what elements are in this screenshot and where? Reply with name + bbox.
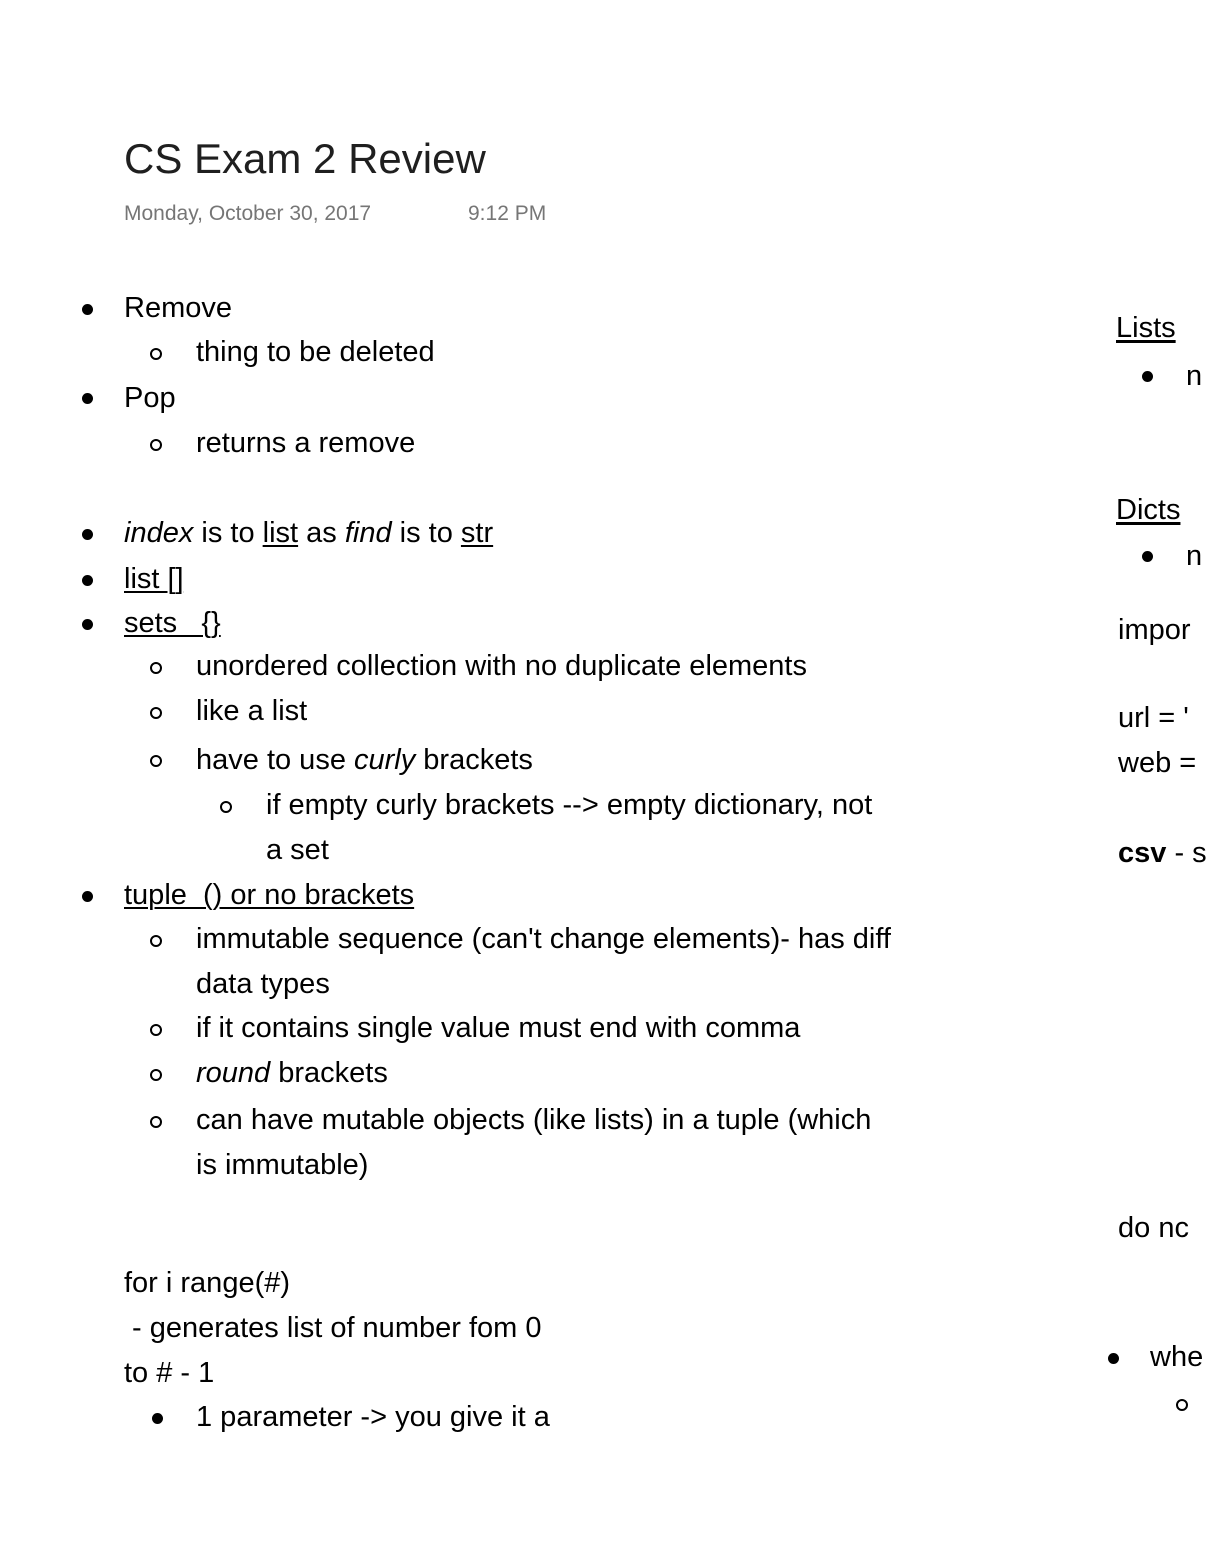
list-item-remove-sub: thing to be deleted (196, 336, 435, 368)
bullet-icon (82, 619, 93, 630)
bullet-icon (82, 529, 93, 540)
list-item-tuple-4-line2: is immutable) (196, 1149, 369, 1181)
text-segment: is to (391, 517, 461, 549)
lists-item: n (1186, 360, 1203, 392)
word-index: index (124, 517, 194, 549)
bullet-icon (1108, 1353, 1119, 1364)
list-item-sets (124, 605, 221, 641)
bullet-icon (152, 1413, 163, 1424)
circle-bullet-icon (150, 707, 162, 719)
list-item-tuple-3 (196, 1055, 388, 1091)
word-curly: curly (354, 744, 416, 776)
word-find: find (344, 517, 392, 549)
circle-bullet-icon (150, 1116, 162, 1128)
text-segment: is to (193, 517, 263, 549)
list-item-sets-1: unordered collection with no duplicate elements (196, 650, 807, 682)
web-line: web = (1118, 747, 1197, 779)
list-item-tuple-1-line2: data types (196, 968, 330, 1000)
list-item-sets-3-sub-line1: if empty curly brackets --> empty dictionary, not (266, 789, 873, 821)
bullet-icon (82, 304, 93, 315)
import-line: impor (1118, 614, 1191, 646)
range-line1: for i range(#) (124, 1267, 291, 1299)
range-bullet: 1 parameter -> you give it a (196, 1401, 550, 1433)
page-title: CS Exam 2 Review (124, 135, 486, 182)
list-item-remove: Remove (124, 292, 232, 324)
list-item-pop: Pop (124, 382, 176, 414)
bullet-icon (1142, 371, 1153, 382)
word-list: list (262, 517, 299, 549)
circle-bullet-icon (150, 755, 162, 767)
notes-right-column (1100, 0, 1207, 1553)
list-item-sets-3-sub-line2: a set (266, 834, 329, 866)
list-item-tuple-4-line1: can have mutable objects (like lists) in a tuple (which (196, 1104, 872, 1136)
circle-bullet-icon (150, 1024, 162, 1036)
range-line2: - generates list of number fom 0 (124, 1312, 542, 1344)
circle-bullet-icon (150, 1069, 162, 1081)
text-segment: brackets (270, 1057, 388, 1089)
circle-bullet-icon (1176, 1399, 1188, 1411)
when-line: whe (1150, 1341, 1204, 1373)
word-round: round (196, 1057, 271, 1089)
circle-bullet-icon (150, 439, 162, 451)
url-line: url = ' (1118, 702, 1189, 734)
bullet-icon (82, 891, 93, 902)
sets-label: sets {} (124, 607, 221, 639)
dicts-label: Dicts (1116, 494, 1181, 526)
text-segment: - s (1166, 837, 1207, 869)
list-item-index (124, 515, 493, 551)
list-item-sets-2: like a list (196, 695, 308, 727)
text-segment: have to use (196, 744, 354, 776)
text-segment: brackets (415, 744, 533, 776)
bullet-icon (82, 393, 93, 404)
csv-line (1118, 835, 1207, 871)
word-str: str (460, 517, 494, 549)
range-line3: to # - 1 (124, 1357, 215, 1389)
heading-dicts (1116, 492, 1180, 528)
list-item-list-bracket (124, 561, 184, 597)
circle-bullet-icon (150, 935, 162, 947)
list-item-tuple-1-line1: immutable sequence (can't change elements)- has diff (196, 923, 891, 955)
circle-bullet-icon (150, 348, 162, 360)
list-item-tuple (124, 877, 414, 913)
list-bracket-label: list [] (124, 563, 184, 595)
bullet-icon (82, 575, 93, 586)
circle-bullet-icon (150, 662, 162, 674)
circle-bullet-icon (220, 801, 232, 813)
csv-label: csv (1118, 837, 1167, 869)
do-not-line: do nc (1118, 1212, 1189, 1244)
list-item-pop-sub: returns a remove (196, 427, 416, 459)
dicts-item: n (1186, 540, 1203, 572)
text-segment: as (298, 517, 345, 549)
bullet-icon (1142, 551, 1153, 562)
heading-lists (1116, 310, 1176, 346)
tuple-label: tuple () or no brackets (124, 879, 415, 911)
note-date: Monday, October 30, 2017 (124, 202, 372, 225)
list-item-tuple-2: if it contains single value must end with comma (196, 1012, 801, 1044)
note-time: 9:12 PM (468, 202, 547, 225)
list-item-sets-3 (196, 742, 533, 778)
lists-label: Lists (1116, 312, 1176, 344)
